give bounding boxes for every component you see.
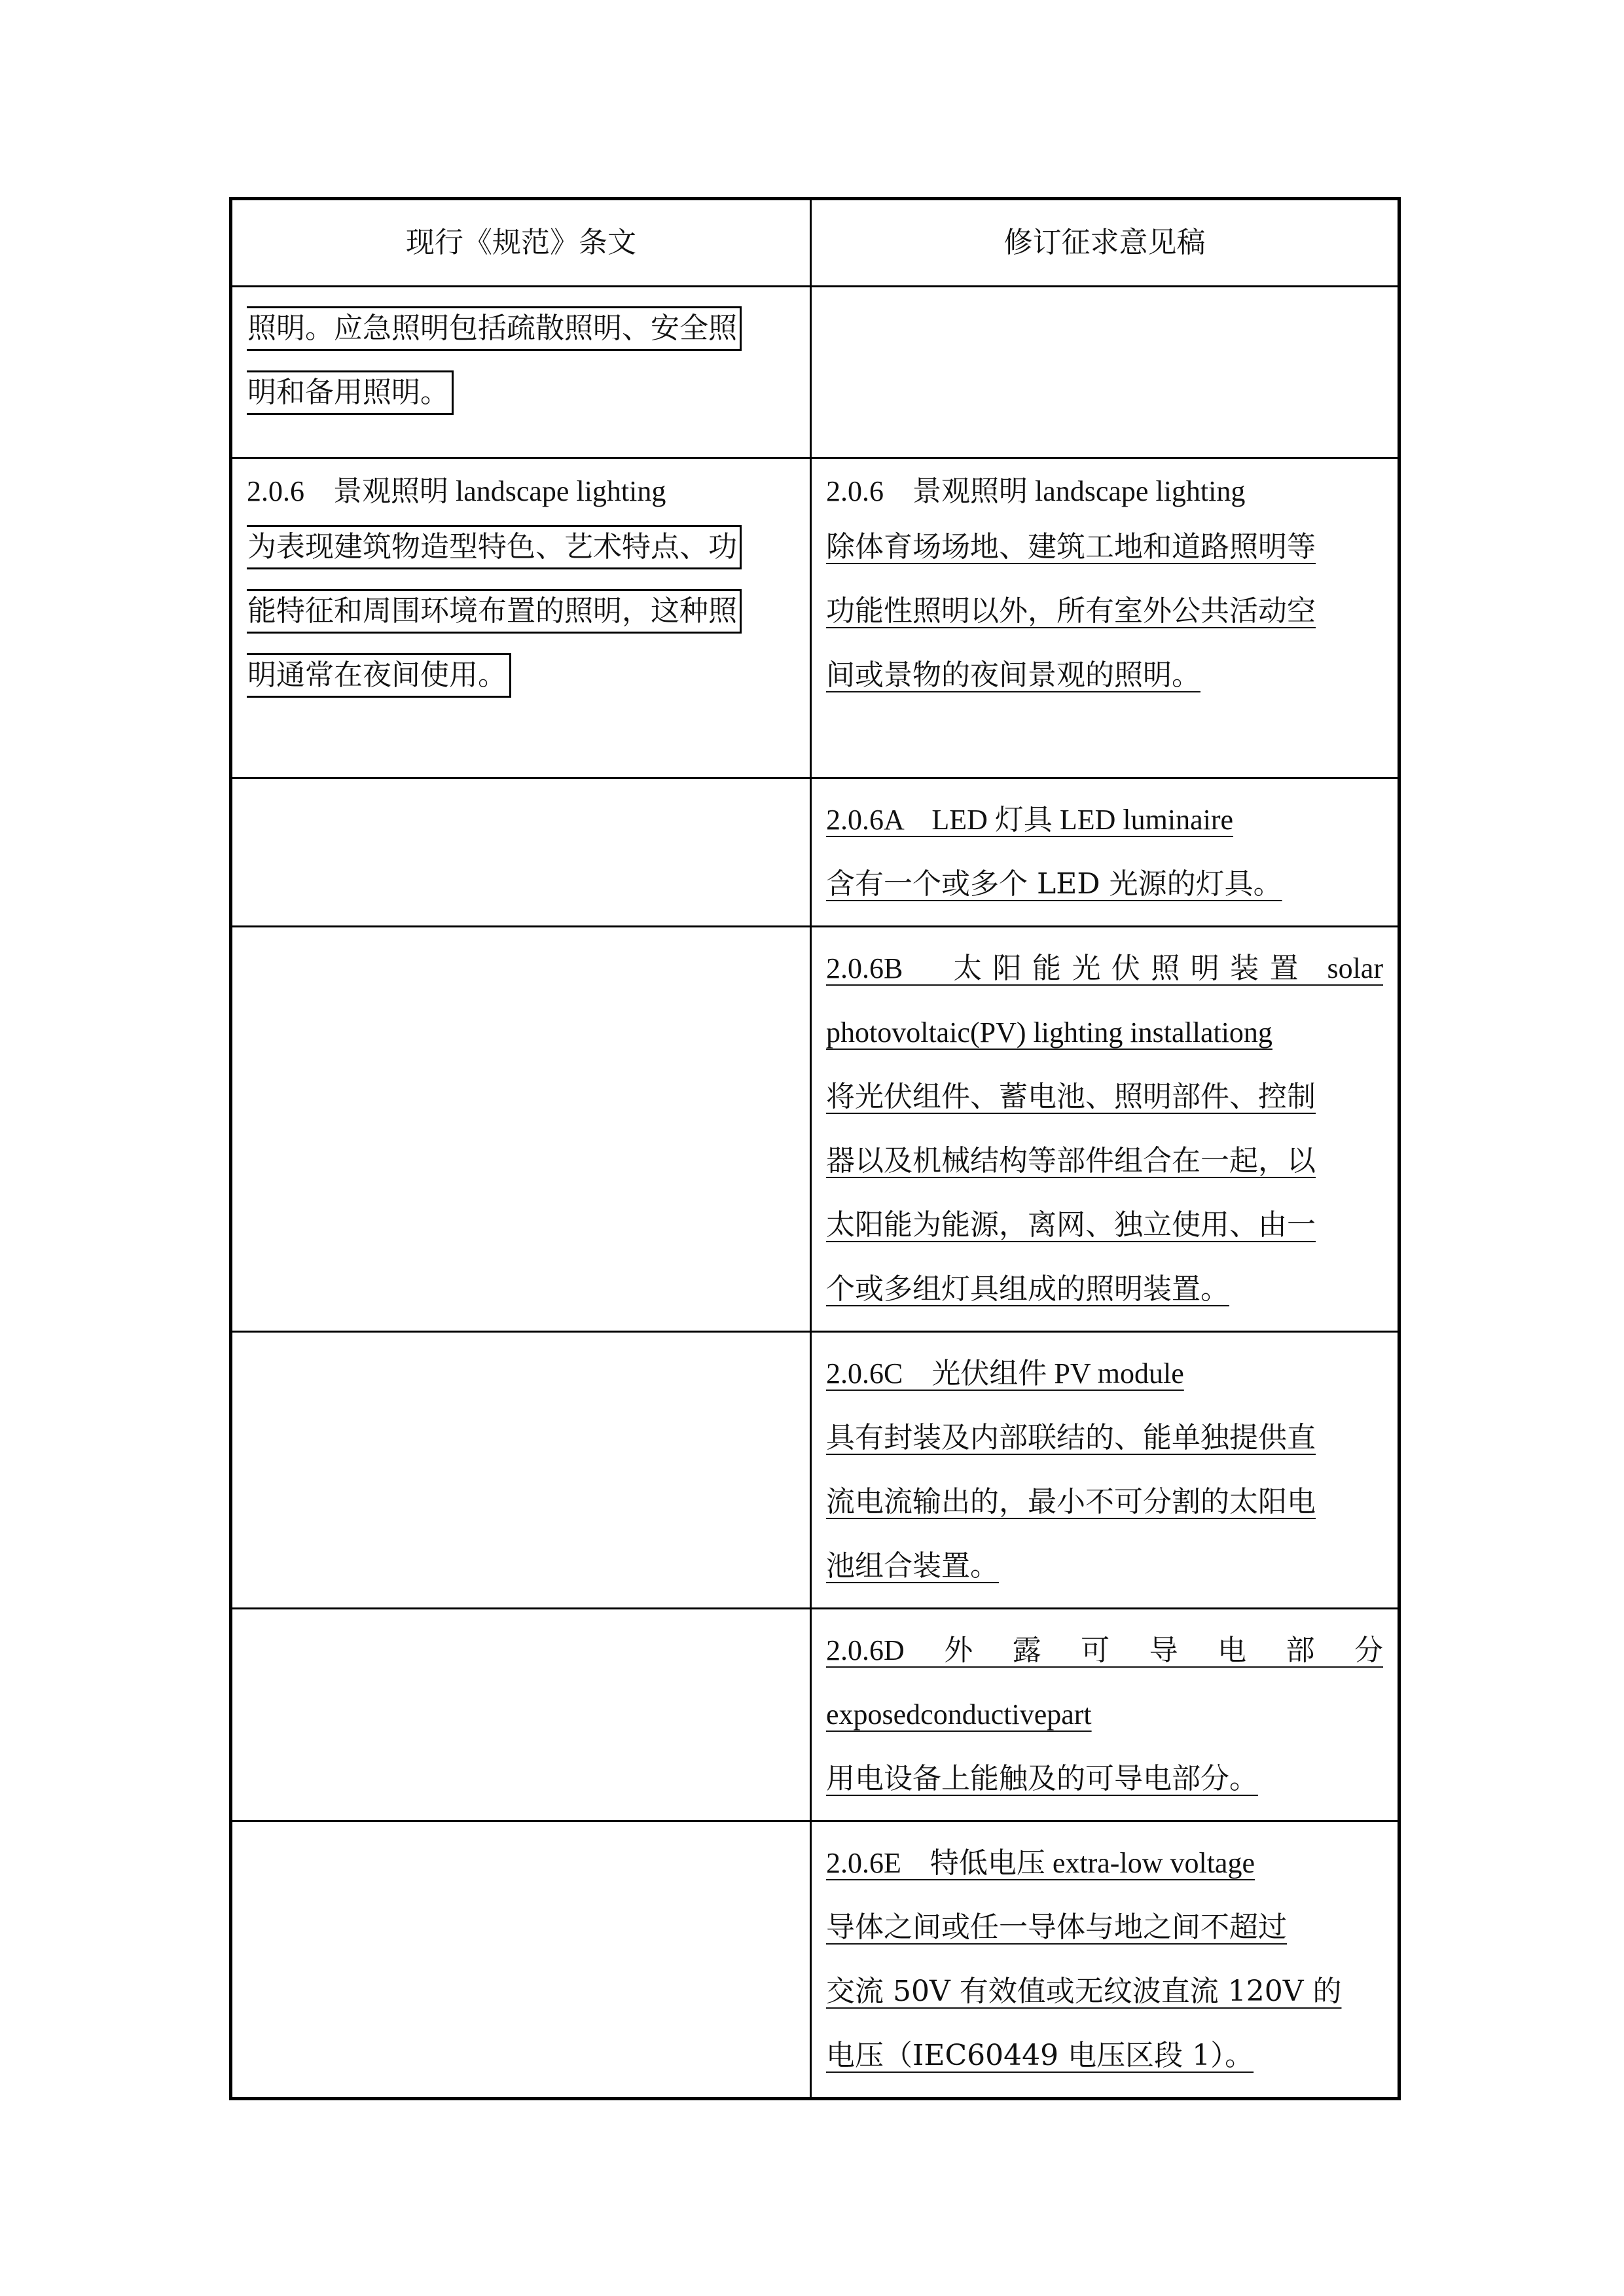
revised-text-line: 流电流输出的，最小不可分割的太阳电 — [826, 1485, 1316, 1518]
revised-text-line: 含有一个或多个 LED 光源的灯具。 — [826, 867, 1282, 901]
revised-text-line: 用电设备上能触及的可导电部分。 — [826, 1762, 1258, 1795]
current-cell — [231, 1821, 811, 2099]
table-row — [231, 1609, 1399, 1821]
boxed-text: 为表现建筑物造型特色、艺术特点、功 — [247, 525, 742, 569]
table-row — [231, 287, 1399, 458]
header-revised-draft: 修订征求意见稿 — [811, 199, 1399, 287]
revised-cell — [811, 1332, 1399, 1609]
revised-cell — [811, 1609, 1399, 1821]
boxed-text: 明和备用照明。 — [247, 370, 454, 415]
boxed-text: 明通常在夜间使用。 — [247, 653, 511, 698]
revised-text-line: 间或景物的夜间景观的照明。 — [826, 658, 1200, 692]
current-cell — [231, 1609, 811, 1821]
revised-cell — [811, 458, 1399, 778]
table-header-row — [231, 199, 1399, 287]
revised-text-line: 具有封装及内部联结的、能单独提供直 — [826, 1421, 1316, 1454]
clause-title: 2.0.6 景观照明 landscape lighting — [247, 475, 666, 507]
revised-text-line: 太阳能为能源，离网、独立使用、由一 — [826, 1208, 1316, 1242]
revised-text-line: 个或多组灯具组成的照明装置。 — [826, 1272, 1229, 1306]
revised-text-line: 功能性照明以外，所有室外公共活动空 — [826, 594, 1316, 628]
table-row — [231, 778, 1399, 927]
boxed-text: 照明。应急照明包括疏散照明、安全照 — [247, 306, 742, 351]
revised-cell — [811, 927, 1399, 1332]
current-cell — [231, 1332, 811, 1609]
revised-text-line: 电压（IEC60449 电压区段 1）。 — [826, 2039, 1254, 2072]
comparison-table — [229, 197, 1401, 2100]
current-cell — [231, 458, 811, 778]
clause-title: exposedconductivepart — [826, 1698, 1092, 1731]
clause-title: 2.0.6A LED 灯具 LED luminaire — [826, 804, 1234, 836]
table-row — [231, 1821, 1399, 2099]
boxed-text: 能特征和周围环境布置的照明，这种照 — [247, 589, 742, 634]
table-row — [231, 927, 1399, 1332]
revised-cell — [811, 287, 1399, 458]
revised-cell — [811, 778, 1399, 927]
table-row — [231, 458, 1399, 778]
revised-text-line: 将光伏组件、蓄电池、照明部件、控制 — [826, 1080, 1316, 1113]
header-current-clause: 现行《规范》条文 — [231, 199, 811, 287]
clause-title: 2.0.6E 特低电压 extra-low voltage — [826, 1847, 1255, 1879]
revised-cell — [811, 1821, 1399, 2099]
current-cell — [231, 287, 811, 458]
clause-title: 2.0.6C 光伏组件 PV module — [826, 1357, 1184, 1390]
current-cell — [231, 927, 811, 1332]
revised-text-line: 交流 50V 有效值或无纹波直流 120V 的 — [826, 1975, 1342, 2008]
revised-text-line: 导体之间或任一导体与地之间不超过 — [826, 1910, 1287, 1944]
revised-text-line: 器以及机械结构等部件组合在一起，以 — [826, 1144, 1316, 1177]
revised-text-line: 除体育场场地、建筑工地和道路照明等 — [826, 530, 1316, 564]
clause-title: 2.0.6D 外 露 可 导 电 部 分 — [826, 1634, 1383, 1666]
table-row — [231, 1332, 1399, 1609]
current-cell — [231, 778, 811, 927]
clause-title: 2.0.6 景观照明 landscape lighting — [826, 475, 1246, 507]
clause-title: photovoltaic(PV) lighting installationg — [826, 1016, 1272, 1049]
clause-title: 2.0.6B 太阳能光伏照明装置 solar — [826, 952, 1383, 984]
revised-text-line: 池组合装置。 — [826, 1549, 999, 1583]
